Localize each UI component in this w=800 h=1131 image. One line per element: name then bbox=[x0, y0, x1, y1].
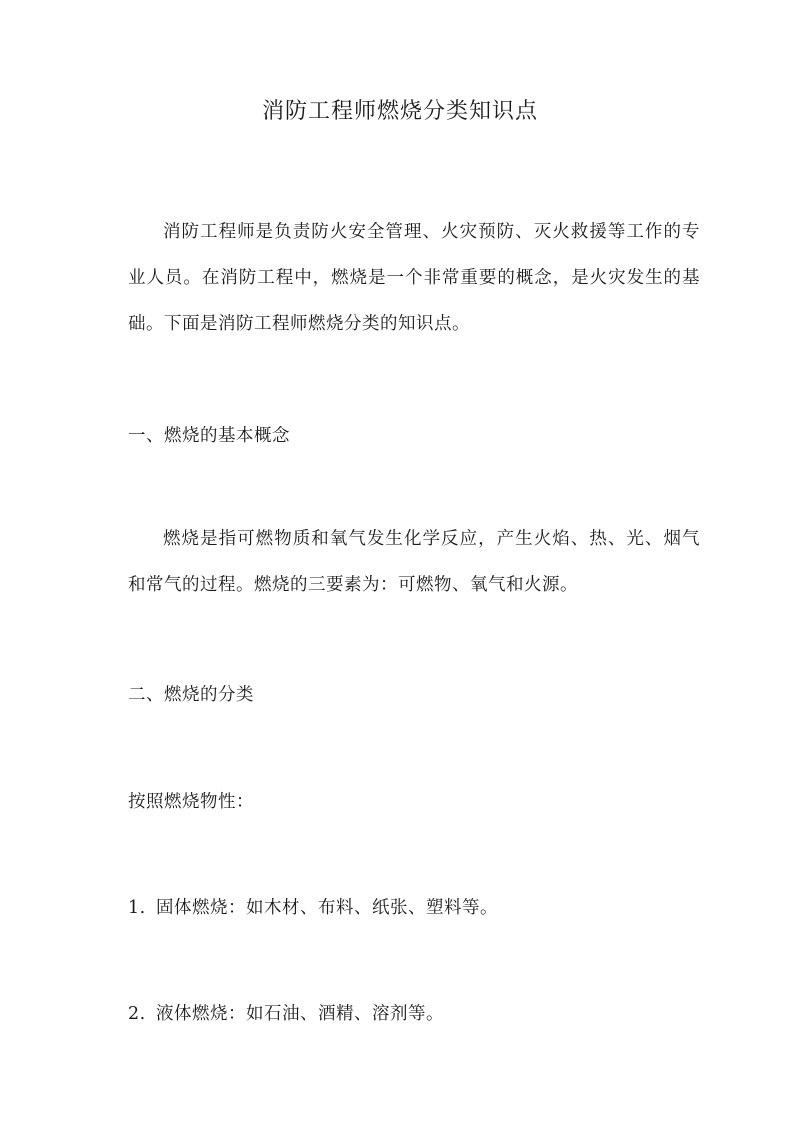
list-item-text: 液体燃烧：如石油、酒精、溶剂等。 bbox=[156, 1004, 444, 1024]
basic-concept-paragraph: 燃烧是指可燃物质和氧气发生化学反应，产生火焰、热、光、烟气和常气的过程。燃烧的三要素为：可燃物、氧气和火源。 bbox=[128, 529, 700, 595]
list-item bbox=[128, 999, 444, 1029]
list-item-text: 固体燃烧：如木材、布料、纸张、塑料等。 bbox=[156, 898, 498, 918]
classification-label: 按照燃烧物性： bbox=[128, 792, 254, 812]
section-heading-basic-concept: 一、燃烧的基本概念 bbox=[128, 426, 290, 446]
section-heading-classification: 二、燃烧的分类 bbox=[128, 685, 254, 705]
list-item bbox=[128, 893, 498, 923]
list-item-number: 2. bbox=[128, 1004, 146, 1024]
intro-paragraph: 消防工程师是负责防火安全管理、火灾预防、灭火救援等工作的专业人员。在消防工程中，燃烧是一个非常重要的概念，是火灾发生的基础。下面是消防工程师燃烧分类的知识点。 bbox=[128, 222, 700, 334]
list-item-number: 1. bbox=[128, 898, 146, 918]
document-title: 消防工程师燃烧分类知识点 bbox=[261, 99, 538, 124]
